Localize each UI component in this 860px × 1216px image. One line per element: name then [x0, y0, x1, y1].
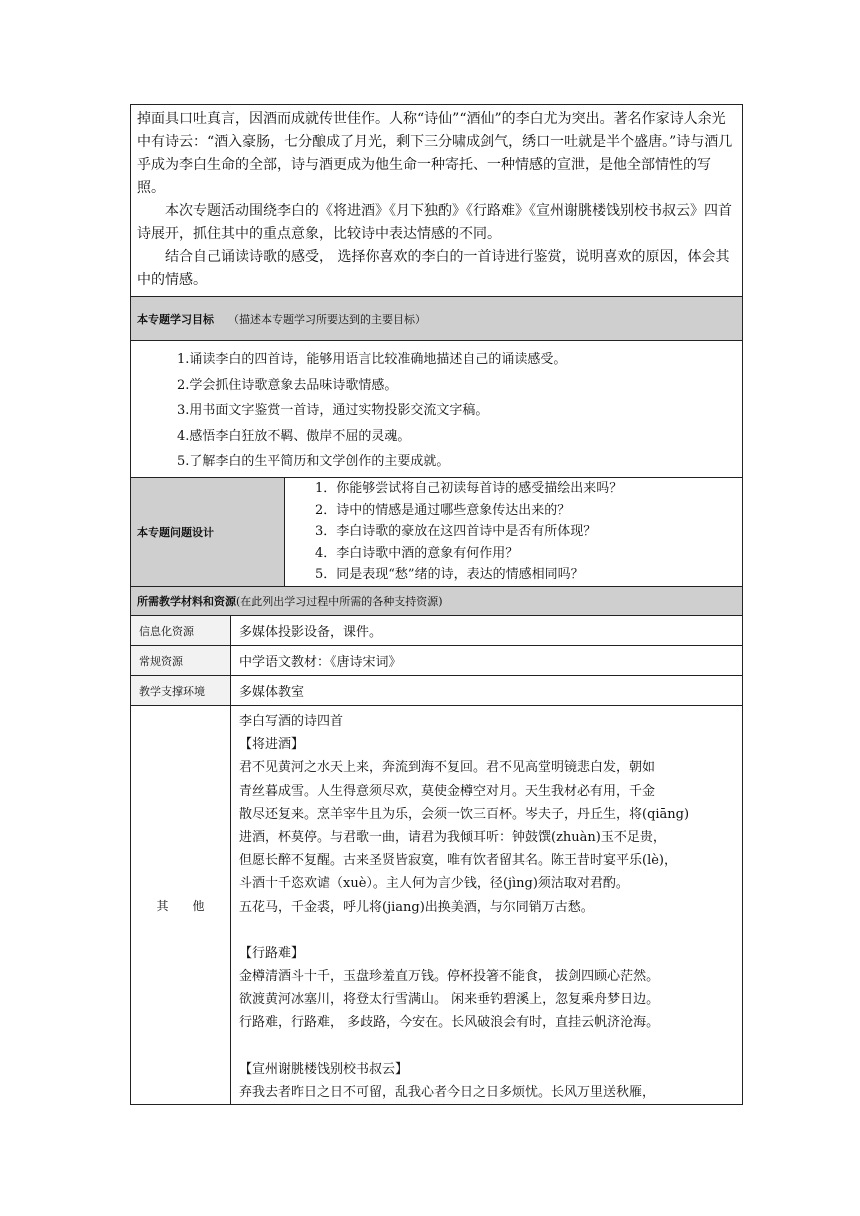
question-item: 3．李白诗歌的豪放在这四首诗中是否有所体现？	[315, 524, 597, 540]
poem-line: 金樽清酒斗十千，玉盘珍羞直万钱。停杯投箸不能食， 拔剑四顾心茫然。	[239, 969, 660, 985]
goal-item: 2.学会抓住诗歌意象去品味诗歌情感。	[177, 377, 398, 393]
other-row	[131, 706, 743, 1105]
poem-line: 欲渡黄河冰塞川，将登太行雪满山。 闲来垂钓碧溪上，忽复乘舟梦日边。	[239, 992, 660, 1008]
resource-value-environment: 多媒体教室	[231, 676, 743, 706]
other-content	[231, 706, 743, 1105]
intro-cell	[131, 105, 743, 297]
poem-line: 散尽还复来。烹羊宰牛且为乐，会须一饮三百杯。岑夫子，丹丘生，将(qiāng)	[239, 806, 690, 822]
goals-label: 本专题学习目标	[137, 312, 214, 326]
goals-row	[131, 341, 743, 478]
questions-list	[285, 478, 743, 587]
poem-title: 【行路难】	[239, 945, 305, 961]
goal-item: 3.用书面文字鉴赏一首诗，通过实物投影交流文字稿。	[177, 403, 489, 418]
resource-label-environment: 教学支撑环境	[131, 676, 231, 706]
resources-header	[131, 587, 743, 616]
resource-label-regular: 常规资源	[131, 646, 231, 676]
goal-item: 5.了解李白的生平简历和文学创作的主要成就。	[177, 454, 450, 469]
goals-header-row	[131, 297, 743, 341]
questions-label: 本专题问题设计	[131, 478, 285, 587]
resource-label-info: 信息化资源	[131, 616, 231, 646]
questions-row	[131, 478, 743, 587]
poem-line: 进酒，杯莫停。与君歌一曲，请君为我倾耳听：钟鼓馔(zhuàn)玉不足贵，	[239, 830, 666, 846]
resource-row	[131, 616, 743, 646]
goal-item: 1.诵读李白的四首诗，能够用语言比较准确地描述自己的诵读感受。	[177, 352, 567, 367]
goals-header	[131, 297, 743, 341]
intro-paragraph-1: 掉面具口吐真言，因酒而成就传世佳作。人称“诗仙”“酒仙”的李白尤为突出。著名作家诗人余光中有诗云：“酒入豪肠，七分酿成了月光，剩下三分啸成剑气，绣口一吐就是半个盛唐。”诗与酒几乎成为李白生命的全部，诗与酒更成为他生命一种寄托、一种情感的宣泄，是他全部情性的写照。	[137, 111, 733, 196]
poem-line: 李白写酒的诗四首	[239, 714, 344, 729]
question-item: 5．同是表现“愁”绪的诗，表达的情感相同吗？	[315, 567, 584, 583]
resource-row	[131, 646, 743, 676]
question-item: 4．李白诗歌中酒的意象有何作用？	[315, 545, 519, 561]
resource-row	[131, 676, 743, 706]
poem-line: 但愿长醉不复醒。古来圣贤皆寂寞，唯有饮者留其名。陈王昔时宴平乐(lè)，	[239, 853, 677, 869]
goals-list	[131, 341, 743, 478]
intro-paragraph-2: 本次专题活动围绕李白的《将进酒》《月下独酌》《行路难》《宣州谢朓楼饯别校书叔云》四首诗展开，抓住其中的重点意象，比较诗中表达情感的不同。	[137, 203, 732, 242]
intro-row	[131, 105, 743, 297]
lesson-plan-document	[130, 104, 742, 1100]
poem-title: 【宣州谢朓楼饯别校书叔云】	[239, 1061, 409, 1077]
poem-line: 五花马，千金裘，呼儿将(jiang)出换美酒，与尔同销万古愁。	[239, 899, 594, 915]
resources-label: 所需教学材料和资源	[137, 595, 236, 608]
intro-paragraph-3: 结合自己诵读诗歌的感受， 选择你喜欢的李白的一首诗进行鉴赏，说明喜欢的原因，体会其中的情感。	[137, 249, 730, 288]
goal-item: 4.感悟李白狂放不羁、傲岸不屈的灵魂。	[177, 428, 411, 444]
resource-value-regular: 中学语文教材：《唐诗宋词》	[231, 646, 743, 676]
poem-line: 君不见黄河之水天上来，奔流到海不复回。君不见高堂明镜悲白发，朝如	[239, 760, 656, 776]
question-item: 1．你能够尝试将自己初读每首诗的感受描绘出来吗？	[315, 481, 623, 496]
poem-line: 弃我去者昨日之日不可留，乱我心者今日之日多烦忧。长风万里送秋雁，	[239, 1084, 656, 1100]
resource-value-info: 多媒体投影设备，课件。	[231, 616, 743, 646]
poem-title: 【将进酒】	[239, 737, 305, 753]
resources-header-row	[131, 587, 743, 616]
blank-line	[239, 919, 738, 942]
resources-note: (在此列出学习过程中所需的各种支持资源)	[236, 595, 443, 608]
other-label: 其 他	[131, 706, 231, 1105]
goals-note: （描述本专题学习所要达到的主要目标）	[228, 312, 426, 326]
poem-line: 斗酒十千恣欢谑（xuè）。主人何为言少钱，径(jìng)须沽取对君酌。	[239, 876, 629, 892]
poem-line: 青丝暮成雪。人生得意须尽欢，莫使金樽空对月。天生我材必有用，千金	[239, 783, 656, 799]
blank-line	[239, 1035, 738, 1058]
question-item: 2．诗中的情感是通过哪些意象传达出来的？	[315, 502, 571, 518]
lesson-plan-table	[130, 104, 743, 1105]
poem-line: 行路难，行路难， 多歧路，今安在。长风破浪会有时，直挂云帆济沧海。	[239, 1015, 660, 1031]
